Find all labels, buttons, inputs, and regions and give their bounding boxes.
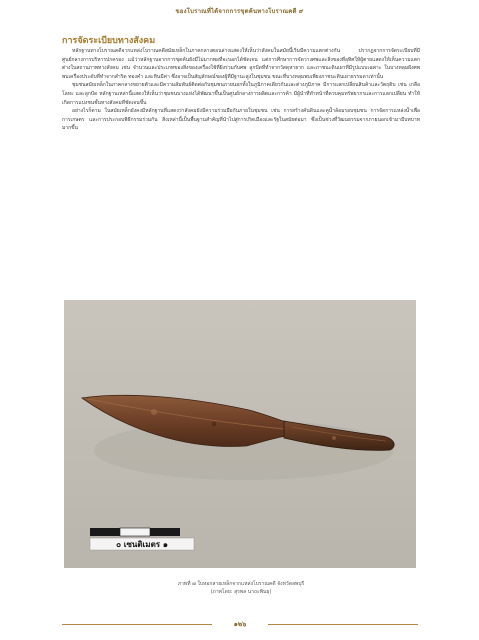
footer-rule-right [268, 624, 418, 625]
figure-caption [62, 580, 420, 596]
running-header: ของโบราณที่ได้จากการขุดค้นทางโบราณคดี ๙ [175, 8, 304, 15]
rust-spot [151, 409, 157, 415]
artifact-photo [64, 300, 416, 568]
paragraph-3: อย่างไรก็ตาม ในสมัยเหล็กยังคงมีหลักฐานที่แสดงว่าสังคมยังมีความร่วมมือกันภายในชุมชน เช่น การสร้างคันดินและคูน้ำล้อมรอบชุมชน การจัดการแหล่งน้ำเพื่อการเกษตร และการประกอบพิธีกรรมร่วมกัน สิ่งเหล่านี้เป็นพื้นฐานสำคัญที่นำไปสู่การเกิดเมืองและรัฐในสมัยต่อมา ซึ่งเป็นช่วงที่วัฒนธรรมจากภายนอกเข้ามามีบทบาทมากขึ้น [62, 108, 420, 132]
body-text [62, 47, 420, 305]
paragraph-2: ชุมชนสมัยเหล็กในภาคกลางขยายตัวและมีความสัมพันธ์ติดต่อกับชุมชนภายนอกทั้งในภูมิภาคเดียวกันและต่างภูมิภาค มีการแลกเปลี่ยนสินค้าและวัตถุดิบ เช่น เกลือ โลหะ และลูกปัด หลักฐานเหล่านี้แสดงให้เห็นว่าชุมชนบางแห่งได้พัฒนาขึ้นเป็นศูนย์กลางการผลิตและการค้า มีผู้นำที่ทำหน้าที่ควบคุมทรัพยากรและการแลกเปลี่ยน ทำให้เกิดการแบ่งชนชั้นทางสังคมที่ชัดเจนขึ้น [62, 82, 420, 106]
rust-spot [332, 436, 336, 440]
section-heading: การจัดระเบียบทางสังคม [62, 36, 156, 46]
page-number: ๑๒๖ [233, 620, 247, 628]
caption-credit: (ภาพโดย: สุรพล นาถะพินธุ) [210, 589, 272, 595]
scale-bar [90, 528, 194, 550]
scale-label: ๐ เซนติเมตร ๑ [116, 540, 168, 549]
spearhead-illustration [64, 300, 416, 568]
caption-text: ภาพที่ ๗ ใบหอกสายเหล็กจากแหล่งโบราณคดี จังหวัดลพบุรี [177, 581, 305, 587]
rust-spot [212, 422, 217, 427]
paragraph-1: หลักฐานทางโบราณคดีจากแหล่งโบราณคดีสมัยเหล็กในภาคกลางตอนล่างแสดงให้เห็นว่าสังคมในสมัยนี้เริ่มมีความแตกต่างกัน ปรากฏจากการจัดระเบียบที่มีศูนย์กลางการบริหารปกครอง แม้ว่าหลักฐานจากการขุดค้นยังมีไม่มากพอที่จะบอกได้ชัดเจน แต่การศึกษาการจัดวางศพและสิ่งของที่อุทิศให้ผู้ตายแสดงให้เห็นความแตกต่างในสถานภาพทางสังคม เช่น จำนวนและประเภทของสิ่งของเครื่องใช้ที่ฝังร่วมกับศพ ลูกปัดที่ทำจากวัสดุหายาก และภาชนะดินเผาที่มีรูปแบบเฉพาะ ในบางหลุมฝังศพพบเครื่องประดับที่ทำจากสำริด ทองคำ และหินมีค่า ซึ่งอาจเป็นสัญลักษณ์ของผู้ที่มีฐานะสูงในชุมชน ขณะที่บางหลุมพบเพียงภาชนะดินเผาธรรมดาเท่านั้น [62, 48, 420, 80]
footer-rule-left [62, 624, 212, 625]
